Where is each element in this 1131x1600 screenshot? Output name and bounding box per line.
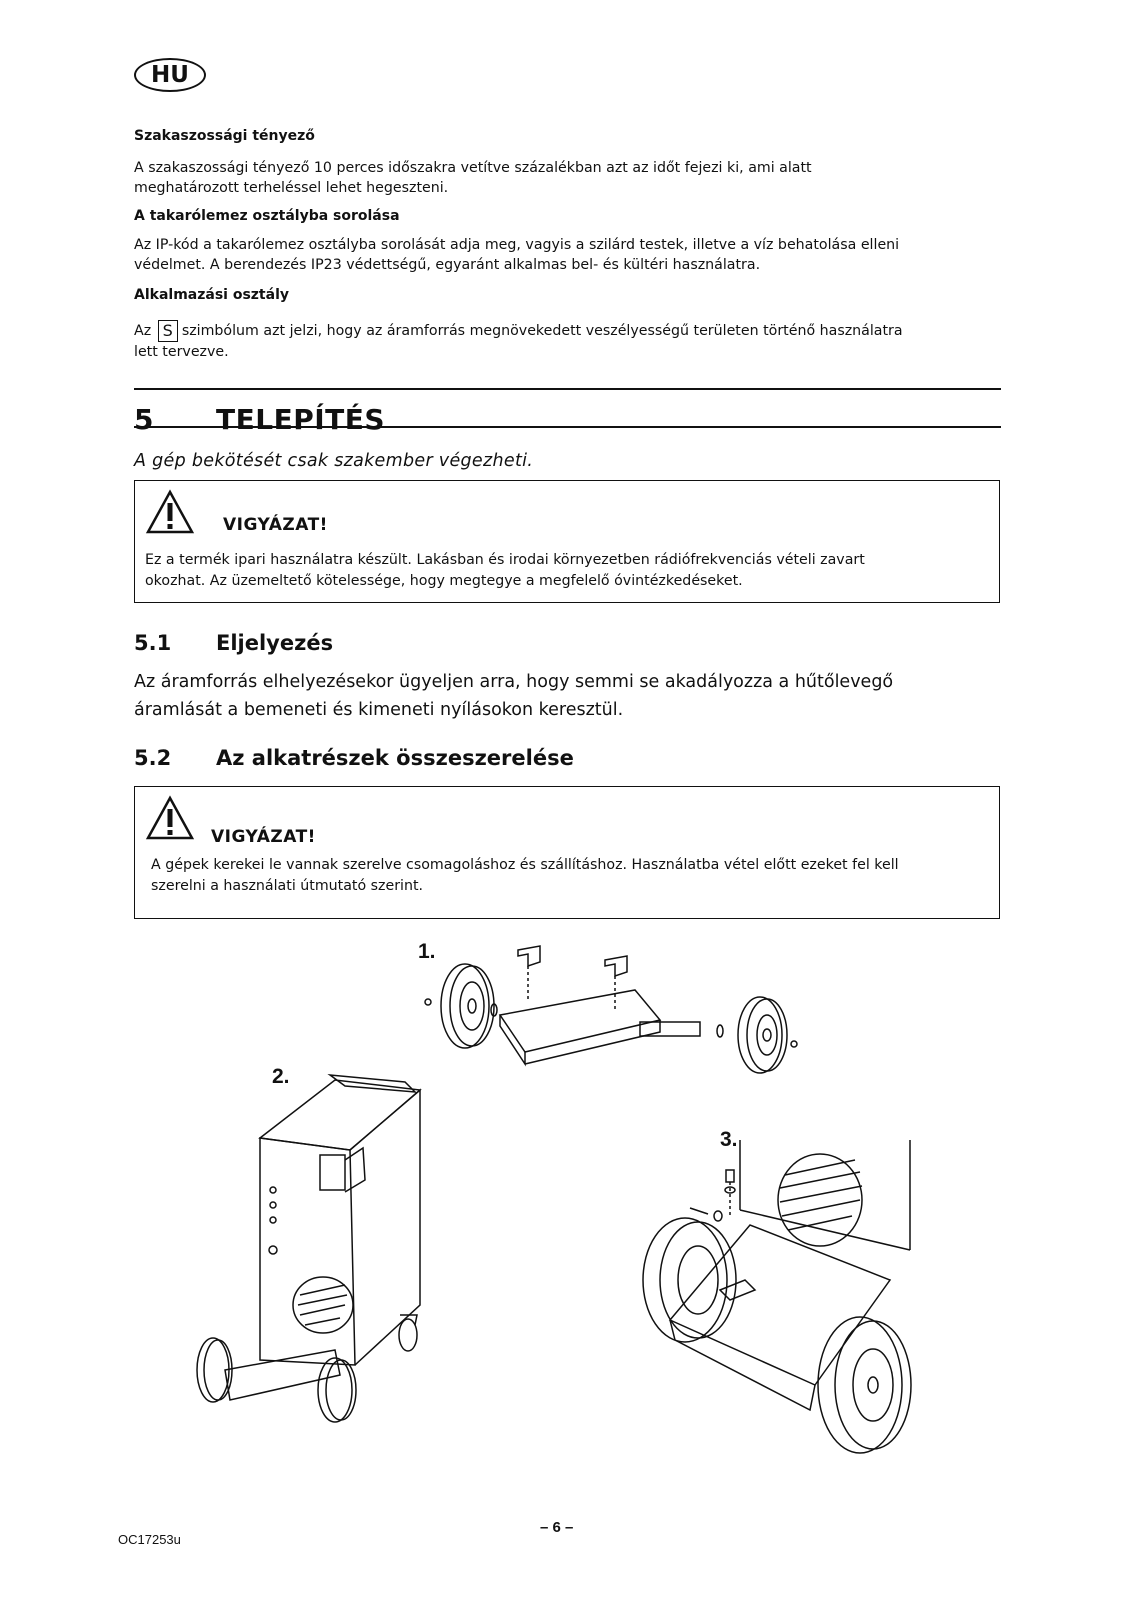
- warning-1-text: [145, 550, 985, 592]
- warning-1-title: VIGYÁZAT!: [223, 515, 328, 535]
- step-2-illustration: [195, 1060, 455, 1430]
- enclosure-line2: védelmet. A berendezés IP23 védettségű, egyaránt alkalmas bel- és kültéri használatra.: [134, 257, 761, 273]
- chapter-title: [134, 402, 385, 438]
- left-wheel: [441, 964, 489, 1048]
- language-badge: HU: [134, 58, 206, 92]
- enclosure-line1: Az IP-kód a takarólemez osztályba sorolását adja meg, vagyis a szilárd testek, illetve a víz behatolása elleni: [134, 237, 900, 253]
- section-5-2-title: Az alkatrészek összeszerelése: [216, 746, 574, 770]
- step-3-label: 3.: [720, 1128, 738, 1151]
- warning-triangle-icon: [145, 795, 195, 841]
- duty-cycle-text: [134, 158, 994, 198]
- warning-2-title: VIGYÁZAT!: [211, 827, 316, 847]
- warning-1-line2: okozhat. Az üzemeltető kötelessége, hogy megtegye a megfelelő óvintézkedéseket.: [145, 573, 743, 589]
- application-text: [134, 320, 994, 362]
- step-1-illustration: [420, 940, 820, 1090]
- application-heading: Alkalmazási osztály: [134, 287, 289, 303]
- chapter-rule-bottom: [134, 426, 1001, 428]
- section-5-1-text: [134, 668, 994, 724]
- warning-triangle-icon: [145, 489, 195, 535]
- page-number: – 6 –: [540, 1519, 574, 1536]
- document-code: OC17253u: [118, 1532, 181, 1547]
- enclosure-heading: A takarólemez osztályba sorolása: [134, 208, 400, 224]
- section-5-1-heading: [134, 629, 333, 657]
- warning-2-text: [151, 855, 991, 897]
- application-rest: szimbólum azt jelzi, hogy az áramforrás megnövekedett veszélyességű területen történő használatra: [181, 323, 903, 339]
- warning-2-line2: szerelni a használati útmutató szerint.: [151, 878, 424, 894]
- duty-cycle-line1: A szakaszossági tényező 10 perces időszakra vetítve százalékban azt az időt fejezi ki, ami alatt: [134, 160, 812, 176]
- duty-cycle-heading: Szakaszossági tényező: [134, 128, 315, 144]
- step-2-label: 2.: [272, 1065, 290, 1088]
- section-5-2-heading: [134, 744, 574, 772]
- application-line1: [134, 320, 994, 342]
- warning-box-1: [134, 480, 1000, 603]
- chapter-title-text: TELEPÍTÉS: [216, 403, 386, 436]
- section-5-1-line2: áramlását a bemeneti és kimeneti nyílásokon keresztül.: [134, 700, 624, 720]
- chapter-rule-top: [134, 388, 1001, 390]
- enclosure-text: [134, 235, 994, 275]
- warning-2-line1: A gépek kerekei le vannak szerelve csomagoláshoz és szállításhoz. Használatba vétel előtt ezeket fel kell: [151, 857, 899, 873]
- machine-handle: [330, 1075, 415, 1092]
- step-3-illustration: [630, 1130, 930, 1500]
- warning-1-line1: Ez a termék ipari használatra készült. Lakásban és irodai környezetben rádiófrekvenciás vételi zavart: [145, 552, 865, 568]
- section-5-1-line1: Az áramforrás elhelyezésekor ügyeljen arra, hogy semmi se akadályozza a hűtőlevegő: [134, 672, 894, 692]
- chapter-lead: A gép bekötését csak szakember végezheti.: [134, 451, 534, 471]
- chapter-number: 5: [134, 403, 154, 436]
- section-5-1-title: Eljelyezés: [216, 631, 334, 655]
- duty-cycle-line2: meghatározott terheléssel lehet hegeszteni.: [134, 180, 449, 196]
- step-1-label: 1.: [418, 940, 436, 963]
- s-symbol-icon: S: [158, 320, 178, 342]
- section-5-1-number: 5.1: [134, 631, 172, 655]
- warning-box-2: [134, 786, 1000, 919]
- application-prefix: Az: [134, 323, 152, 339]
- application-line2: lett tervezve.: [134, 344, 229, 360]
- section-5-2-number: 5.2: [134, 746, 172, 770]
